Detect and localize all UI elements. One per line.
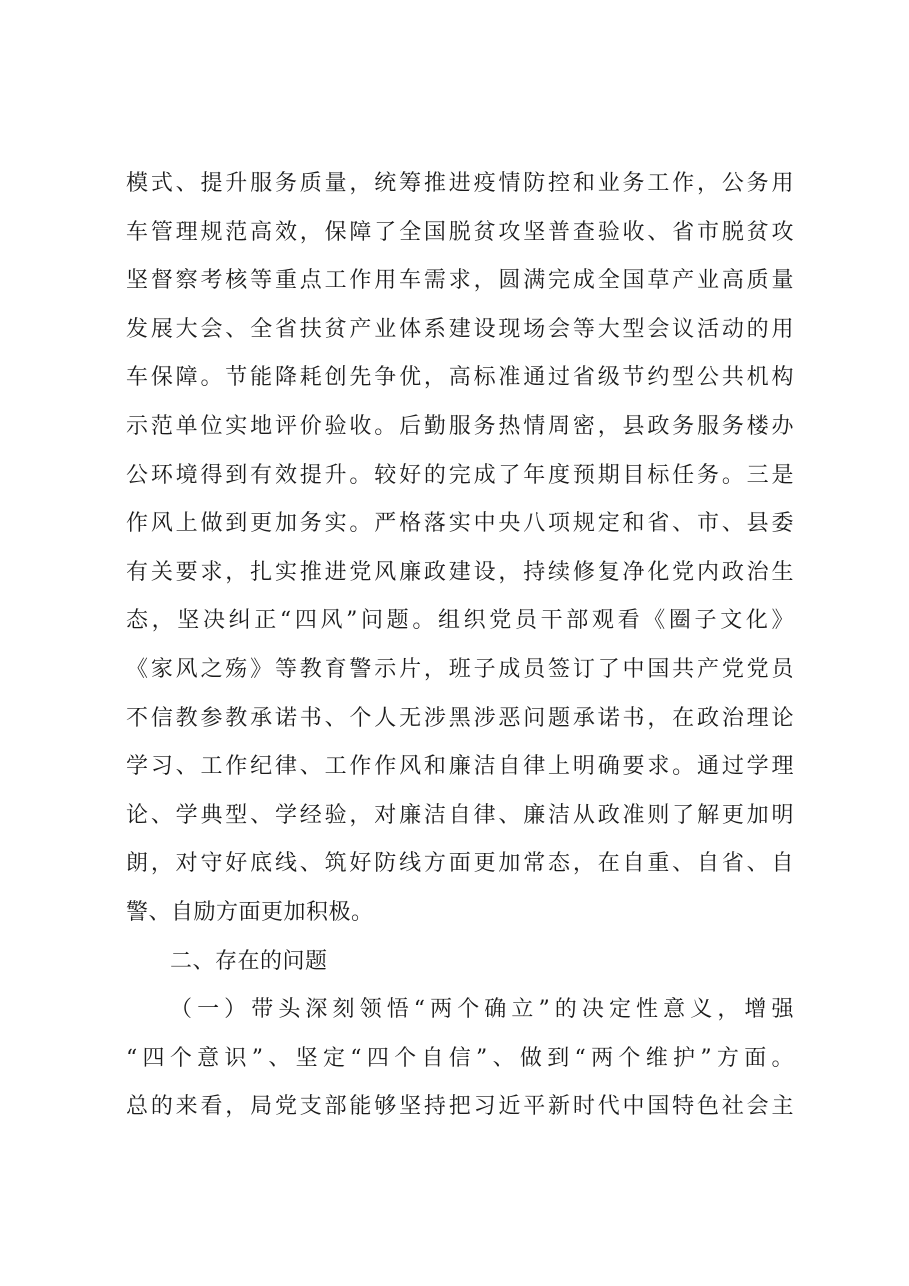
- text-line: 警、自励方面更加积极。: [126, 899, 374, 925]
- document-body: [126, 160, 794, 1132]
- text-line: 发展大会、全省扶贫产业体系建设现场会等大型会议活动的用: [126, 316, 794, 342]
- text-line: 《家风之殇》等教育警示片，班子成员签订了中国共产党党员: [126, 656, 794, 682]
- text-line: 学习、工作纪律、工作作风和廉洁自律上明确要求。通过学理: [126, 754, 794, 780]
- text-line: 模式、提升服务质量，统筹推进疫情防控和业务工作，公务用: [126, 171, 794, 196]
- text-line: 朗，对守好底线、筑好防线方面更加常态，在自重、自省、自: [126, 851, 794, 877]
- text-line: 不信教参教承诺书、个人无涉黑涉恶问题承诺书，在政治理论: [126, 705, 794, 731]
- text-line: 坚督察考核等重点工作用车需求，圆满完成全国草产业高质量: [126, 268, 794, 294]
- text-line: 车保障。节能降耗创先争优，高标准通过省级节约型公共机构: [126, 365, 794, 391]
- text-line: 作风上做到更加务实。严格落实中央八项规定和省、市、县委: [126, 511, 794, 537]
- text-line: “四个意识”、坚定“四个自信”、做到“两个维护”方面。: [126, 1045, 794, 1071]
- section-heading: 二、存在的问题: [170, 948, 328, 974]
- text-line: 示范单位实地评价验收。后勤服务热情周密，县政务服务楼办: [126, 413, 794, 439]
- text-line: 有关要求，扎实推进党风廉政建设，持续修复净化党内政治生: [126, 559, 794, 585]
- text-line: 态，坚决纠正“四风”问题。组织党员干部观看《圈子文化》: [126, 608, 794, 634]
- text-line: 公环境得到有效提升。较好的完成了年度预期目标任务。三是: [126, 462, 794, 488]
- text-line: 论、学典型、学经验，对廉洁自律、廉洁从政准则了解更加明: [126, 802, 794, 828]
- text-line: 车管理规范高效，保障了全国脱贫攻坚普查验收、省市脱贫攻: [126, 219, 794, 245]
- text-line: （一）带头深刻领悟“两个确立”的决定性意义，增强: [170, 997, 794, 1023]
- text-line: 总的来看，局党支部能够坚持把习近平新时代中国特色社会主: [126, 1094, 794, 1120]
